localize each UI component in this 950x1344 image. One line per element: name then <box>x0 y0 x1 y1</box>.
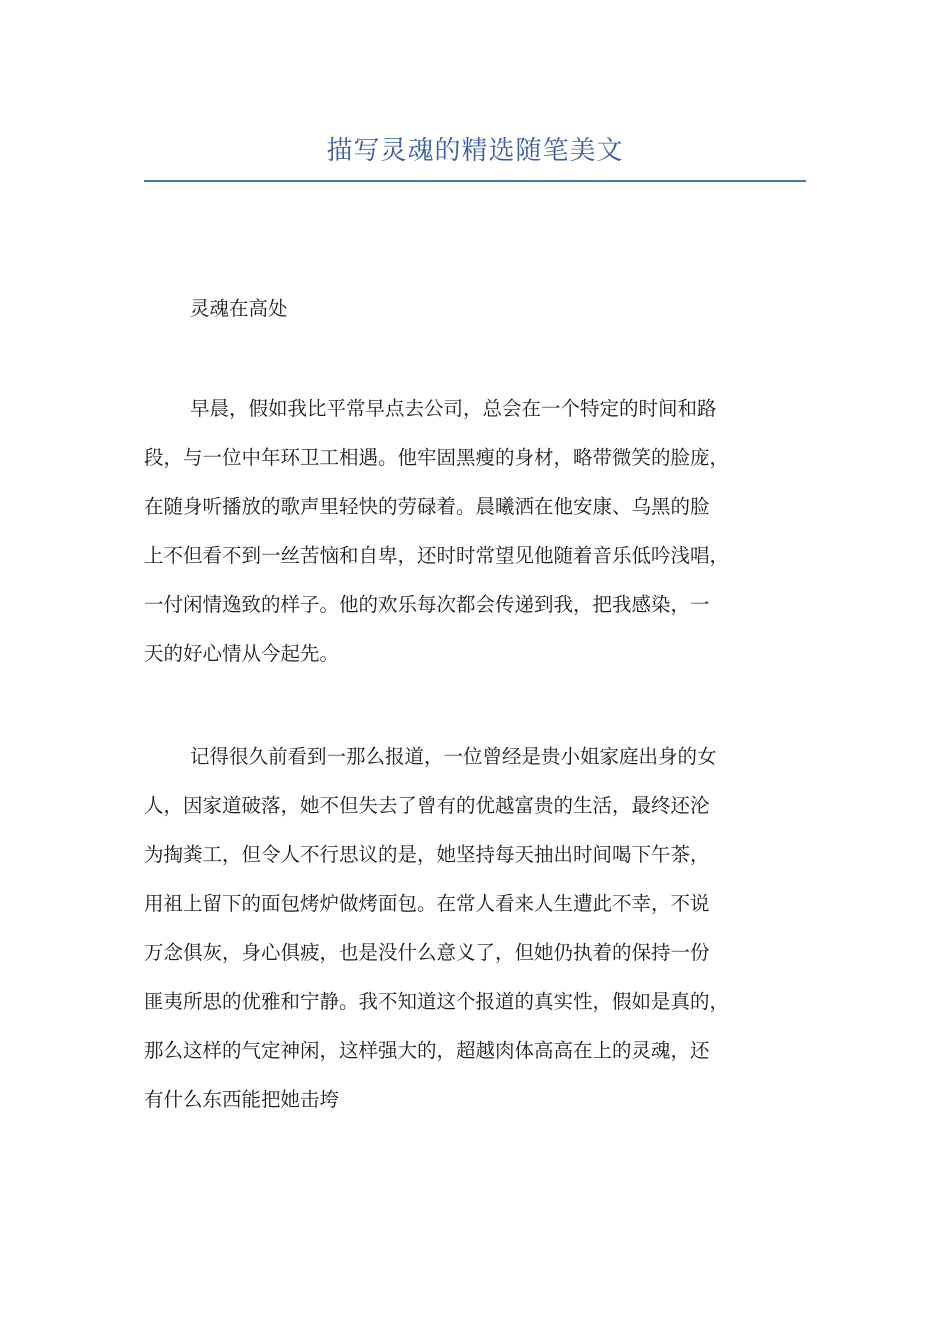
paragraph-line: 万念俱灰，身心俱疲，也是没什么意义了，但她仍执着的保持一份 <box>144 941 710 964</box>
title-underline <box>144 180 806 182</box>
paragraph-line: 在随身听播放的歌声里轻快的劳碌着。晨曦洒在他安康、乌黑的脸 <box>144 495 710 518</box>
paragraph-line: 人，因家道破落，她不但失去了曾有的优越富贵的生活，最终还沦 <box>144 794 710 817</box>
paragraph-line: 天的好心情从今起先。 <box>144 642 340 665</box>
paragraph-line: 一付闲情逸致的样子。他的欢乐每次都会传递到我，把我感染，一 <box>144 593 710 616</box>
paragraph-line: 有什么东西能把她击垮 <box>144 1088 340 1111</box>
paragraph-line: 记得很久前看到一那么报道，一位曾经是贵小姐家庭出身的女 <box>190 745 717 768</box>
paragraph-line: 匪夷所思的优雅和宁静。我不知道这个报道的真实性，假如是真的， <box>144 990 730 1013</box>
document-title: 描写灵魂的精选随笔美文 <box>326 136 624 166</box>
paragraph-line: 为掏粪工，但令人不行思议的是，她坚持每天抽出时间喝下午茶， <box>144 843 710 866</box>
paragraph-line: 上不但看不到一丝苦恼和自卑，还时时常望见他随着音乐低吟浅唱， <box>144 544 730 567</box>
paragraph-2 <box>144 732 824 1124</box>
paragraph-line: 那么这样的气定神闲，这样强大的，超越肉体高高在上的灵魂，还 <box>144 1039 710 1062</box>
paragraph-line: 段，与一位中年环卫工相遇。他牢固黑瘦的身材，略带微笑的脸庞， <box>144 446 730 469</box>
paragraph-line: 用祖上留下的面包烤炉做烤面包。在常人看来人生遭此不幸，不说 <box>144 892 710 915</box>
section-heading: 灵魂在高处 <box>190 297 288 320</box>
paragraph-1 <box>144 384 824 678</box>
paragraph-line: 早晨，假如我比平常早点去公司，总会在一个特定的时间和路 <box>190 397 717 420</box>
